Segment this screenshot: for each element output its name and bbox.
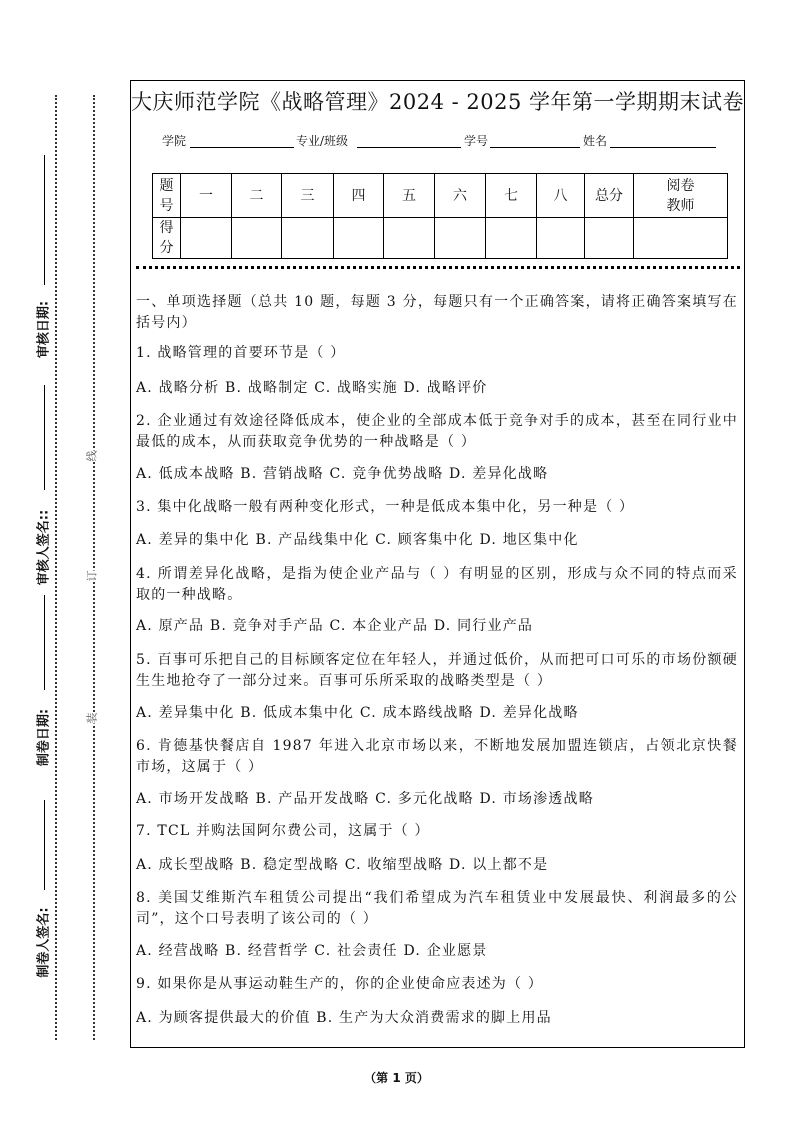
question-6: 6. 肯德基快餐店自 1987 年进入北京市场以来，不断地发展加盟连锁店，占领北京快餐市场，这属于（ ） (136, 738, 738, 775)
maker-date-line (44, 595, 45, 690)
question-5: 5. 百事可乐把自己的目标顾客定位在年轻人，并通过低价，从而把可口可乐的市场份额硬生生地抢夺了一部分过来。百事可乐所采取的战略类型是（ ） (136, 652, 738, 689)
col-header: 四 (334, 174, 384, 218)
score-cell[interactable] (282, 218, 334, 259)
options-1: A. 战略分析 B. 战略制定 C. 战略实施 D. 战略评价 (136, 380, 488, 396)
binding-mark-xian: 线 (82, 451, 102, 462)
maker-signature-label: 制卷人签名: (36, 907, 52, 978)
reviewer-signature-line (44, 385, 45, 490)
col-header: 五 (384, 174, 435, 218)
question-2: 2. 企业通过有效途径降低成本，使企业的全部成本低于竞争对手的成本，甚至在同行业中最低的成本，从而获取竞争优势的一种战略是（ ） (136, 413, 738, 450)
binding-mark-ding: 订 (82, 571, 102, 582)
score-cell[interactable] (232, 218, 282, 259)
grader-cell[interactable] (634, 218, 728, 259)
major-label: 专业/班级 (296, 134, 349, 148)
options-8: A. 经营战略 B. 经营哲学 C. 社会责任 D. 企业愿景 (136, 943, 488, 959)
maker-signature-line (44, 800, 45, 890)
col-header: 三 (282, 174, 334, 218)
col-header: 一 (181, 174, 232, 218)
col-header: 六 (435, 174, 486, 218)
name-field[interactable] (610, 147, 716, 148)
score-cell[interactable] (181, 218, 232, 259)
score-cell[interactable] (334, 218, 384, 259)
score-cell[interactable] (486, 218, 537, 259)
score-header-row (153, 174, 728, 218)
college-label: 学院 (162, 134, 187, 148)
section-heading: 一、单项选择题（总共 10 题，每题 3 分，每题只有一个正确答案，请将正确答案填写在括号内） (136, 294, 738, 331)
score-cell[interactable] (435, 218, 486, 259)
student-id-label: 学号 (464, 134, 489, 148)
grader-header: 阅卷教师 (634, 174, 728, 218)
college-field[interactable] (190, 147, 294, 148)
score-label: 得分 (153, 218, 181, 259)
score-row (153, 218, 728, 259)
score-cell[interactable] (537, 218, 585, 259)
page-number: （第 1 页） (364, 1071, 429, 1085)
question-9: 9. 如果你是从事运动鞋生产的，你的企业使命应表述为（ ） (136, 976, 544, 992)
col-header: 七 (486, 174, 537, 218)
name-label: 姓名 (583, 134, 608, 148)
exam-title: 大庆师范学院《战略管理》2024 - 2025 学年第一学期期末试卷 (130, 90, 744, 114)
reviewer-date-label: 审核日期: (36, 300, 52, 359)
options-3: A. 差异的集中化 B. 产品线集中化 C. 顾客集中化 D. 地区集中化 (136, 532, 579, 548)
score-cell[interactable] (384, 218, 435, 259)
reviewer-signature-label: 审核人签名:: (36, 509, 52, 586)
maker-date-label: 制卷日期: (36, 708, 52, 767)
binding-dotted-line-inner (93, 95, 95, 1040)
question-4: 4. 所谓差异化战略，是指为使企业产品与（ ）有明显的区别，形成与众不同的特点而采取的一种战略。 (136, 566, 738, 603)
options-9: A. 为顾客提供最大的价值 B. 生产为大众消费需求的脚上用品 (136, 1010, 552, 1026)
col-header: 八 (537, 174, 585, 218)
question-number-label: 题号 (153, 174, 181, 218)
score-cell[interactable] (585, 218, 634, 259)
reviewer-date-line (44, 155, 45, 285)
col-header: 总分 (585, 174, 634, 218)
options-4: A. 原产品 B. 竞争对手产品 C. 本企业产品 D. 同行业产品 (136, 618, 534, 634)
score-table (152, 173, 728, 259)
student-id-field[interactable] (490, 147, 580, 148)
options-2: A. 低成本战略 B. 营销战略 C. 竞争优势战略 D. 差异化战略 (136, 466, 549, 482)
binding-dotted-line-outer (55, 95, 57, 1040)
col-header: 二 (232, 174, 282, 218)
separator-dotted-line (136, 266, 740, 269)
options-6: A. 市场开发战略 B. 产品开发战略 C. 多元化战略 D. 市场渗透战略 (136, 791, 594, 807)
options-7: A. 成长型战略 B. 稳定型战略 C. 收缩型战略 D. 以上都不是 (136, 857, 549, 873)
binding-mark-zhuang: 装 (82, 713, 102, 724)
question-3: 3. 集中化战略一般有两种变化形式，一种是低成本集中化，另一种是（ ） (136, 499, 635, 515)
question-8: 8. 美国艾维斯汽车租赁公司提出“我们希望成为汽车租赁业中发展最快、利润最多的公司”，这个口号表明了该公司的（ ） (136, 890, 738, 927)
options-5: A. 差异集中化 B. 低成本集中化 C. 成本路线战略 D. 差异化战略 (136, 705, 579, 721)
question-7: 7. TCL 并购法国阿尔费公司，这属于（ ） (136, 823, 430, 839)
major-field[interactable] (357, 147, 461, 148)
question-1: 1. 战略管理的首要环节是（ ） (136, 345, 346, 361)
